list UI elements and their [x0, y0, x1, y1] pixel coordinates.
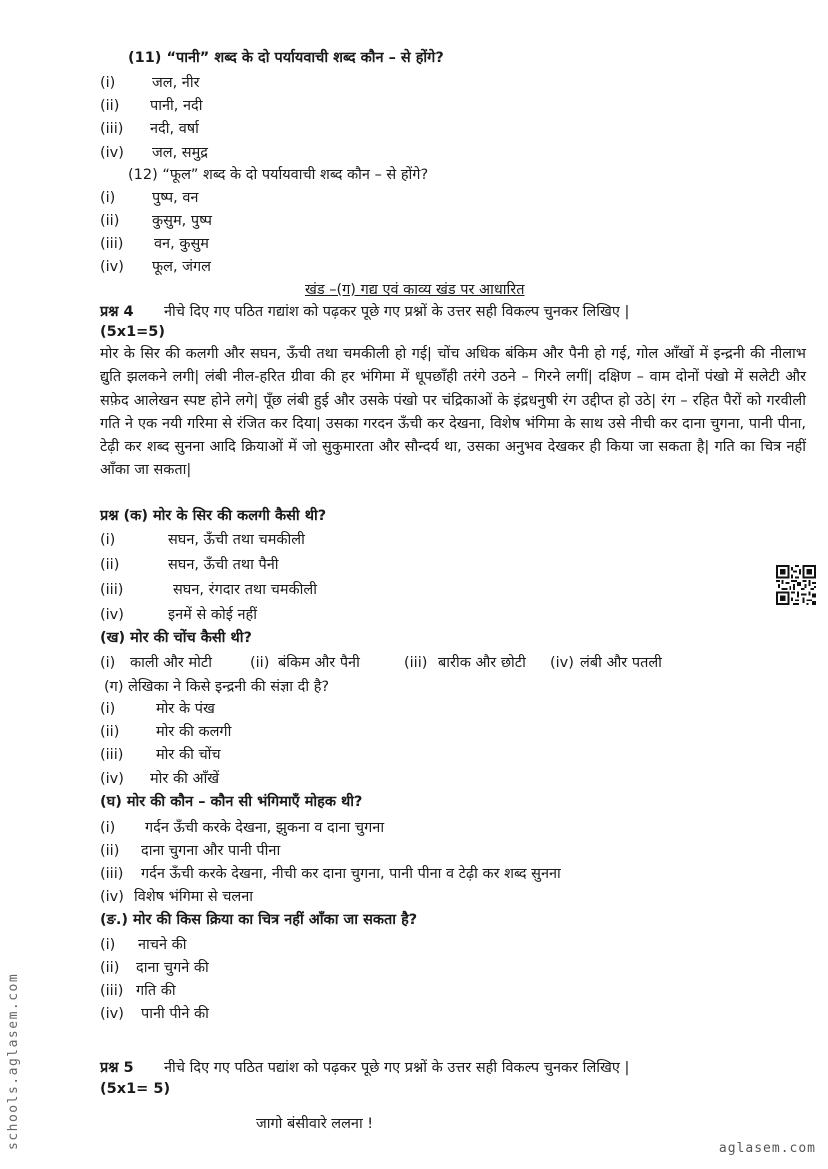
- q11-option-3-number: (iii): [100, 121, 124, 137]
- q4a-option-1-text: सघन, ऊँची तथा चमकीली: [168, 532, 305, 548]
- q4c-option-4-number: (iv): [100, 771, 124, 787]
- q11-title: (11) “पानी” शब्द के दो पर्यायवाची शब्द कौन – से होंगे?: [128, 50, 444, 66]
- q4d-option-3-text: गर्दन ऊँची करके देखना, नीची कर दाना चुगना, पानी पीना व टेढ़ी कर शब्द सुनना: [141, 866, 561, 882]
- q12-option-2-number: (ii): [100, 213, 120, 229]
- q4d-option-1-number: (i): [100, 820, 116, 836]
- q4d-option-2-number: (ii): [100, 843, 120, 859]
- q4b-option-1-number: (i): [100, 655, 116, 671]
- q4e-option-2-number: (ii): [100, 960, 120, 976]
- q4d-option-4-text: विशेष भंगिमा से चलना: [134, 889, 254, 905]
- q4a-option-4-number: (iv): [100, 607, 124, 623]
- q4b-option-3-number: (iii): [404, 655, 428, 671]
- q12-option-3-number: (iii): [100, 236, 124, 252]
- q12-option-3-text: वन, कुसुम: [154, 236, 209, 252]
- q4e-option-3-text: गति की: [136, 983, 176, 999]
- q12-option-4-text: फूल, जंगल: [152, 259, 211, 275]
- q4e-option-2-text: दाना चुगने की: [136, 960, 209, 976]
- q4e-option-4-text: पानी पीने की: [141, 1006, 209, 1022]
- q5-instruction: नीचे दिए गए पठित पद्यांश को पढ़कर पूछे गए प्रश्नों के उत्तर सही विकल्प चुनकर लिखिए |: [164, 1060, 630, 1076]
- q4e-option-1-text: नाचने की: [138, 937, 187, 953]
- footer-watermark: aglasem.com: [718, 1141, 816, 1156]
- q11-option-2-text: पानी, नदी: [150, 98, 203, 114]
- q4c-option-3-number: (iii): [100, 747, 124, 763]
- q11-option-1-number: (i): [100, 75, 116, 91]
- q4a-option-4-text: इनमें से कोई नहीं: [168, 607, 257, 623]
- q4a-option-3-number: (iii): [100, 582, 124, 598]
- q12-option-1-text: पुष्प, वन: [152, 190, 199, 206]
- q12-option-1-number: (i): [100, 190, 116, 206]
- q4d-option-1-text: गर्दन ऊँची करके देखना, झुकना व दाना चुगना: [145, 820, 385, 836]
- q4-instruction: नीचे दिए गए पठित गद्यांश को पढ़कर पूछे गए प्रश्नों के उत्तर सही विकल्प चुनकर लिखिए |: [164, 304, 630, 320]
- q11-option-4-text: जल, समुद्र: [152, 145, 208, 161]
- q4-label: प्रश्न 4: [100, 304, 134, 320]
- q4a-option-2-text: सघन, ऊँची तथा पैनी: [168, 557, 279, 573]
- q4b-option-4-text: लंबी और पतली: [580, 655, 662, 671]
- q11-option-2-number: (ii): [100, 98, 120, 114]
- q12-option-2-text: कुसुम, पुष्प: [152, 213, 212, 229]
- q4b-title: (ख) मोर की चोंच कैसी थी?: [100, 630, 252, 646]
- q4e-option-3-number: (iii): [100, 983, 124, 999]
- q5-poem-first-line: जागो बंसीवारे ललना !: [256, 1116, 374, 1132]
- q4b-option-1-text: काली और मोटी: [130, 655, 212, 671]
- q4-passage: मोर के सिर की कलगी और सघन, ऊँची तथा चमकीली हो गई| चोंच अधिक बंकिम और पैनी हो गई, गोल आँखों में इन्द्रनी की नीलाभ द्युति झलकने लगी| लंबी नील-हरित ग्रीवा की हर भंगिमा में धूपछाँही तरंगे उठने – गिरने लगीं| दक्षिण – वाम दोनों पंखो में सलेटी और सफ़ेद आलेखन स्पष्ट होने लगे| पूँछ लंबी हुई और उसके पंखो पर चंद्रिकाओं के इंद्रधनुषी रंग उद्दीप्त हो उठे| रंग – रहित पैरों को गरवीली गति ने एक नयी गरिमा से रंजित कर दिया| उसका गरदन ऊँची कर देखना, विशेष भंगिमा के साथ उसे नीची कर दाना चुगना, पानी पीना, टेढ़ी कर शब्द सुनना आदि क्रियाओं में जो सुकुमारता और सौन्दर्य था, उसका अनुभव देखकर ही किया जा सकता है| गति का चित्र नहीं आँका जा सकता|: [100, 346, 806, 479]
- side-watermark: schools.aglasem.com: [6, 972, 21, 1150]
- q4d-option-4-number: (iv): [100, 889, 124, 905]
- q4c-option-4-text: मोर की आँखें: [150, 771, 220, 787]
- q4c-option-1-number: (i): [100, 701, 116, 717]
- q4d-title: (घ) मोर की कौन – कौन सी भंगिमाएँ मोहक थी?: [100, 794, 363, 810]
- q4d-option-2-text: दाना चुगना और पानी पीना: [141, 843, 281, 859]
- q12-option-4-number: (iv): [100, 259, 124, 275]
- q4e-option-1-number: (i): [100, 937, 116, 953]
- q5-marks: (5x1= 5): [100, 1081, 171, 1097]
- q4b-option-2-text: बंकिम और पैनी: [278, 655, 360, 671]
- q4c-option-3-text: मोर की चोंच: [156, 747, 221, 763]
- q4e-title: (ङ.) मोर की किस क्रिया का चित्र नहीं आँका जा सकता है?: [100, 912, 418, 928]
- q11-option-1-text: जल, नीर: [152, 75, 200, 91]
- q12-title: (12) “फूल” शब्द के दो पर्यायवाची शब्द कौन – से होंगे?: [128, 167, 429, 183]
- q4c-option-2-number: (ii): [100, 724, 120, 740]
- qr-code: [776, 565, 816, 605]
- q4a-option-3-text: सघन, रंगदार तथा चमकीली: [173, 582, 317, 598]
- q4a-title: प्रश्न (क) मोर के सिर की कलगी कैसी थी?: [100, 508, 327, 524]
- q11-option-4-number: (iv): [100, 145, 124, 161]
- q4b-option-3-text: बारीक और छोटी: [438, 655, 526, 671]
- q4a-option-1-number: (i): [100, 532, 116, 548]
- q4c-title: (ग) लेखिका ने किसे इन्द्रनी की संज्ञा दी है?: [104, 679, 330, 695]
- q4b-option-4-number: (iv): [550, 655, 574, 671]
- q5-label: प्रश्न 5: [100, 1060, 134, 1076]
- q11-option-3-text: नदी, वर्षा: [150, 121, 199, 137]
- q4c-option-2-text: मोर की कलगी: [156, 724, 232, 740]
- q4b-option-2-number: (ii): [250, 655, 270, 671]
- q4e-option-4-number: (iv): [100, 1006, 124, 1022]
- q4d-option-3-number: (iii): [100, 866, 124, 882]
- q4a-option-2-number: (ii): [100, 557, 120, 573]
- q4c-option-1-text: मोर के पंख: [156, 701, 215, 717]
- section-heading: खंड –(ग) गद्य एवं काव्य खंड पर आधारित: [305, 282, 525, 298]
- q4-marks: (5x1=5): [100, 324, 166, 340]
